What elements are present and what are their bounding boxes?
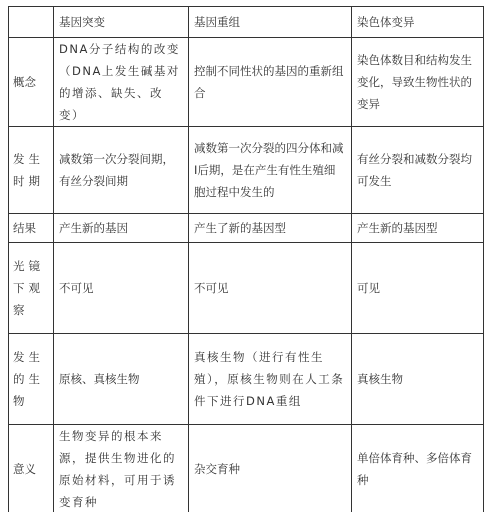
cell-microscope-recombination: 不可见 — [189, 243, 352, 334]
row-label-microscope: 光镜下观察 — [9, 243, 54, 334]
cell-time-recombination: 减数第一次分裂的四分体和减I后期，是在产生有性生殖细胞过程中发生的 — [189, 127, 352, 214]
cell-concept-recombination: 控制不同性状的基因的重新组合 — [189, 38, 352, 127]
header-gene-mutation: 基因突变 — [54, 7, 189, 38]
cell-organism-mutation: 原核、真核生物 — [54, 334, 189, 425]
cell-time-chromosome: 有丝分裂和减数分裂均可发生 — [352, 127, 484, 214]
table-row-microscope — [9, 243, 484, 334]
header-corner-cell — [9, 7, 54, 38]
cell-organism-chromosome: 真核生物 — [352, 334, 484, 425]
row-label-result: 结果 — [9, 214, 54, 243]
cell-result-recombination: 产生了新的基因型 — [189, 214, 352, 243]
row-label-concept: 概念 — [9, 38, 54, 127]
cell-microscope-chromosome: 可见 — [352, 243, 484, 334]
cell-microscope-mutation: 不可见 — [54, 243, 189, 334]
cell-time-mutation: 减数第一次分裂间期，有丝分裂间期 — [54, 127, 189, 214]
cell-concept-mutation: DNA分子结构的改变（DNA上发生碱基对的增添、缺失、改变） — [54, 38, 189, 127]
cell-organism-recombination: 真核生物（进行有性生殖），原核生物则在人工条件下进行DNA重组 — [189, 334, 352, 425]
cell-result-mutation: 产生新的基因 — [54, 214, 189, 243]
cell-concept-chromosome: 染色体数目和结构发生变化，导致生物性状的变异 — [352, 38, 484, 127]
table-row-organism — [9, 334, 484, 425]
header-gene-recombination: 基因重组 — [189, 7, 352, 38]
table-row-meaning — [9, 425, 484, 512]
table-row-result — [9, 214, 484, 243]
table-row-time — [9, 127, 484, 214]
row-label-organism: 发生的生物 — [9, 334, 54, 425]
row-label-meaning: 意义 — [9, 425, 54, 512]
cell-meaning-recombination: 杂交育种 — [189, 425, 352, 512]
header-chromosome-variation: 染色体变异 — [352, 7, 484, 38]
variation-comparison-table — [8, 6, 484, 512]
row-label-time: 发生时期 — [9, 127, 54, 214]
cell-meaning-chromosome: 单倍体育种、多倍体育种 — [352, 425, 484, 512]
cell-result-chromosome: 产生新的基因型 — [352, 214, 484, 243]
table-header-row — [9, 7, 484, 38]
cell-meaning-mutation: 生物变异的根本来源，提供生物进化的原始材料，可用于诱变育种 — [54, 425, 189, 512]
table-row-concept — [9, 38, 484, 127]
